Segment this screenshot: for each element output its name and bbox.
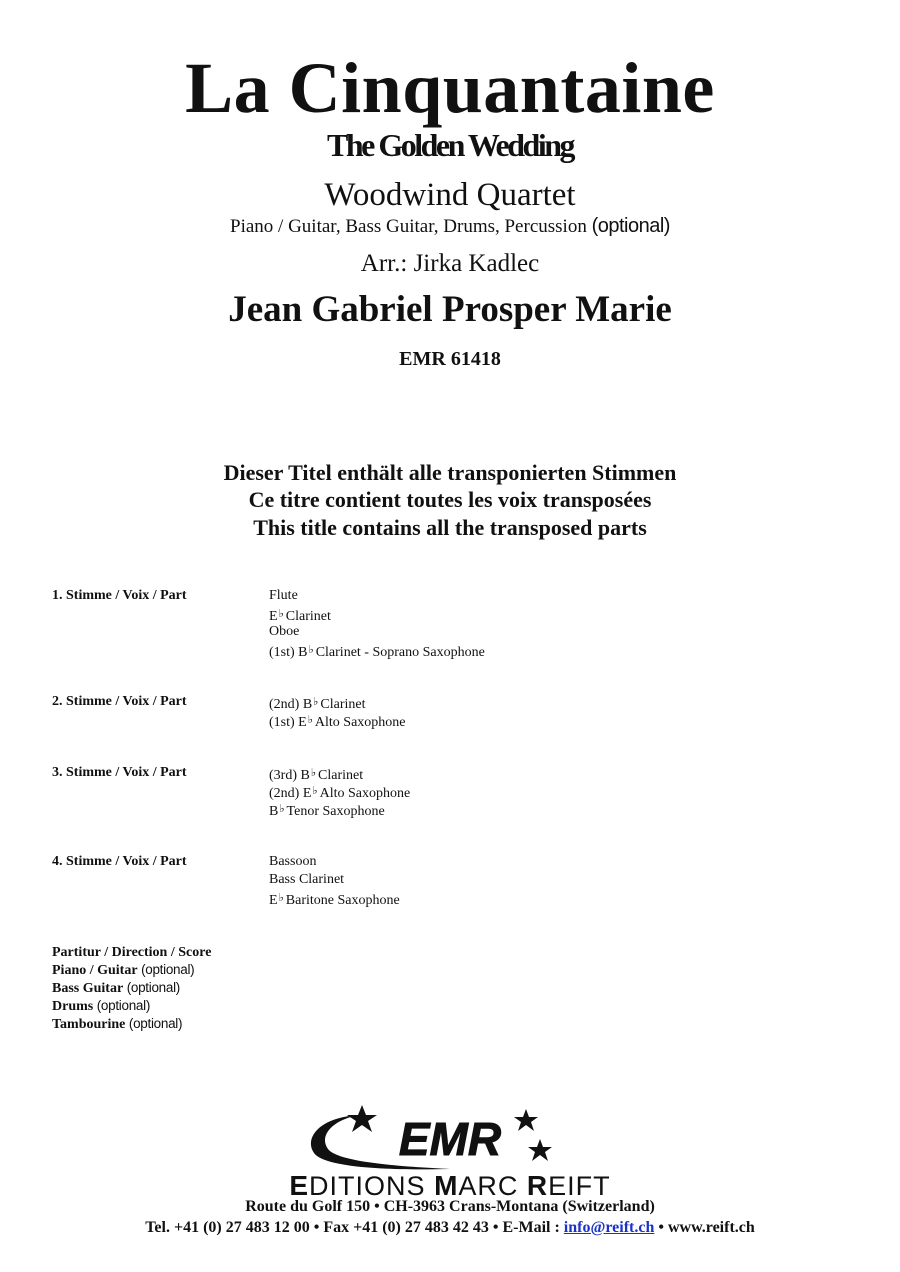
- instrument-item: (2nd) B♭ Clarinet: [269, 696, 366, 712]
- instrument-item: (1st) E♭ Alto Saxophone: [269, 714, 406, 730]
- part-label-3: 3. Stimme / Voix / Part: [52, 765, 187, 780]
- extra-part-piano-guitar: Piano / Guitar (optional): [52, 962, 195, 978]
- instrumentation-line: [0, 214, 900, 239]
- instrument-item: B♭ Tenor Saxophone: [269, 803, 385, 819]
- flat-symbol: ♭: [278, 608, 284, 620]
- notice-english: This title contains all the transposed parts: [253, 515, 647, 540]
- part-label-4: 4. Stimme / Voix / Part: [52, 854, 187, 869]
- flat-symbol: ♭: [307, 714, 313, 726]
- instrument-item: Bass Clarinet: [269, 872, 345, 887]
- email-link[interactable]: info@reift.ch: [563, 1219, 655, 1236]
- contact-phone-fax: Tel. +41 (0) 27 483 12 00 • Fax +41 (0) 27 483 42 43 • E-Mail :: [145, 1219, 564, 1236]
- ensemble: Woodwind Quartet: [324, 177, 576, 213]
- instrument-item: (1st) B♭ Clarinet - Soprano Saxophone: [269, 644, 485, 660]
- part-label-1: 1. Stimme / Voix / Part: [52, 588, 187, 603]
- publisher-address: Route du Golf 150 • CH-3963 Crans-Montana (Switzerland): [245, 1198, 655, 1215]
- extra-part-tambourine: Tambourine (optional): [52, 1016, 183, 1032]
- instrument-item: E♭ Clarinet: [269, 608, 331, 624]
- emr-logo-icon: [300, 1105, 600, 1177]
- composer: Jean Gabriel Prosper Marie: [228, 289, 672, 330]
- extra-part-bass-guitar: Bass Guitar (optional): [52, 980, 180, 996]
- extra-part-drums: Drums (optional): [52, 998, 151, 1014]
- flat-symbol: ♭: [278, 892, 284, 904]
- instrument-item: Bassoon: [269, 854, 317, 869]
- part-instruments-2: [269, 693, 406, 729]
- instrumentation-main: Piano / Guitar, Bass Guitar, Drums, Percussion: [230, 216, 592, 237]
- catalog-number: EMR 61418: [399, 348, 501, 370]
- arranger: Arr.: Jirka Kadlec: [360, 250, 540, 277]
- instrument-item: Oboe: [269, 624, 300, 639]
- notice-french: Ce titre contient toutes les voix transposées: [248, 487, 652, 512]
- contact-website: • www.reift.ch: [654, 1219, 755, 1236]
- svg-text:EMR: EMR: [398, 1113, 502, 1165]
- publisher-name: EDITIONS MARC REIFT: [289, 1170, 611, 1201]
- flat-symbol: ♭: [312, 785, 318, 797]
- flat-symbol: ♭: [310, 767, 317, 779]
- instrument-item: E♭ Baritone Saxophone: [269, 892, 400, 908]
- part-label-2: 2. Stimme / Voix / Part: [52, 694, 187, 709]
- part-instruments-3: [269, 764, 410, 818]
- instrument-item: Flute: [269, 588, 298, 603]
- publisher-contact: [0, 1218, 900, 1238]
- additional-parts: [52, 944, 211, 1033]
- part-instruments-4: [269, 853, 400, 907]
- score-subtitle: The Golden Wedding: [326, 127, 574, 163]
- flat-symbol: ♭: [279, 803, 285, 815]
- score-title: La Cinquantaine: [185, 48, 715, 128]
- extra-part-score: Partitur / Direction / Score: [52, 945, 212, 960]
- flat-symbol: ♭: [313, 696, 319, 708]
- flat-symbol: ♭: [308, 644, 314, 656]
- instrument-item: (3rd) B♭ Clarinet: [269, 767, 364, 783]
- instrumentation-optional: (optional): [591, 215, 670, 237]
- notice-german: Dieser Titel enthält alle transponierten Stimmen: [223, 460, 677, 485]
- instrument-item: (2nd) E♭ Alto Saxophone: [269, 785, 411, 801]
- part-instruments-1: [269, 587, 485, 659]
